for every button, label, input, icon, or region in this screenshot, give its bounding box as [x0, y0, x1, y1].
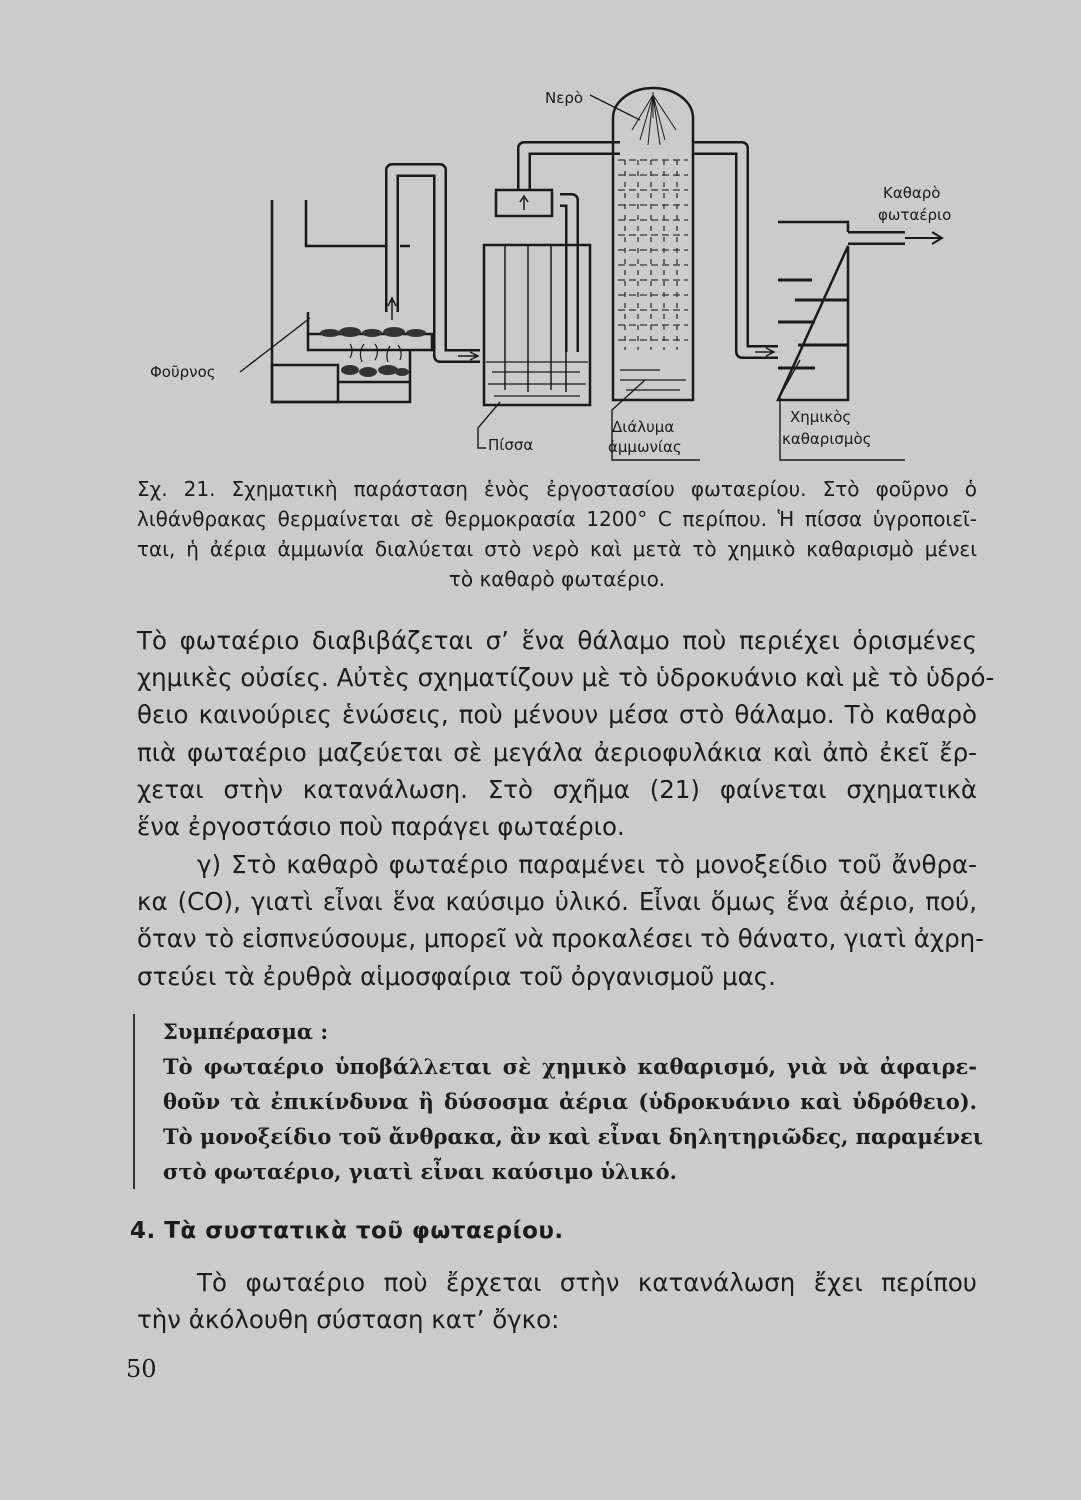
- caption-line: Σχ. 21. Σχηματικὴ παράσταση ἑνὸς ἐργοστασίου φωταερίου. Στὸ φοῦρνο ὁ: [137, 477, 977, 501]
- conclusion-line: Τὸ μονοξείδιο τοῦ ἄνθρακα, ἂν καὶ εἶναι δηλητηριῶδες, παραμένει: [163, 1124, 983, 1149]
- caption-line: ται, ἡ ἀέρια ἀμμωνία διαλύεται στὸ νερὸ καὶ μετὰ τὸ χημικὸ καθαρισμὸ μένει: [137, 537, 977, 561]
- label-ammonia: Διάλυμα: [612, 418, 675, 436]
- text-line: ἕνα ἐργοστάσιο ποὺ παράγει φωταέριο.: [137, 812, 625, 842]
- purifier-box: [778, 222, 848, 400]
- conclusion-line: Τὸ φωταέριο ὑποβάλλεται σὲ χημικὸ καθαρισμό, γιὰ νὰ ἀφαιρε-: [163, 1054, 977, 1079]
- text-line: ὅταν τὸ εἰσπνεύσουμε, μπορεῖ νὰ προκαλέσει τὸ θάνατο, γιατὶ ἀχρη-: [137, 924, 985, 954]
- text-line: Τὸ φωταέριο διαβιβάζεται σ’ ἕνα θάλαμο ποὺ περιέχει ὁρισμένες: [137, 626, 977, 655]
- label-chemical-2: καθαρισμὸς: [782, 430, 872, 448]
- label-water: Νερὸ: [545, 89, 584, 107]
- conclusion-line: θοῦν τὰ ἐπικίνδυνα ἢ δύσοσμα ἀέρια (ὑδροκυάνιο καὶ ὑδρόθειο).: [163, 1089, 977, 1114]
- section-heading: 4. Τὰ συστατικὰ τοῦ φωταερίου.: [130, 1218, 564, 1244]
- label-clean-gas-2: φωταέριο: [878, 206, 952, 224]
- text-line: θειο καινούριες ἑνώσεις, ποὺ μένουν μέσα στὸ θάλαμο. Τὸ καθαρὸ: [137, 700, 977, 730]
- paragraph-3: [137, 1264, 977, 1338]
- scrubber-column: [613, 88, 693, 400]
- text-line: τὴν ἀκόλουθη σύσταση κατ’ ὄγκο:: [137, 1305, 560, 1335]
- text-line: πιὰ φωταέριο μαζεύεται σὲ μεγάλα ἀεριοφυλάκια καὶ ἀπὸ ἐκεῖ ἔρ-: [137, 737, 977, 767]
- text-line: γ) Στὸ καθαρὸ φωταέριο παραμένει τὸ μονοξείδιο τοῦ ἄνθρα-: [197, 850, 977, 879]
- caption-line: λιθάνθρακας θερμαίνεται σὲ θερμοκρασία 1200° C περίπου. Ἡ πίσσα ὑγροποιεῖ-: [137, 507, 977, 531]
- label-clean-gas: Καθαρὸ: [883, 184, 941, 202]
- conclusion-box: [133, 1014, 983, 1189]
- conclusion-title: Συμπέρασμα :: [163, 1019, 329, 1044]
- column-packing: [618, 160, 688, 350]
- text-line: χημικὲς οὐσίες. Αὐτὲς σχηματίζουν μὲ τὸ ὑδροκυάνιο καὶ μὲ τὸ ὑδρό-: [137, 663, 995, 693]
- figure-caption: [137, 474, 977, 594]
- text-line: στεύει τὰ ἐρυθρὰ αἱμοσφαίρια τοῦ ὀργανισμοῦ μας.: [137, 961, 776, 991]
- label-chemical: Χημικὸς: [790, 408, 852, 426]
- conclusion-line: στὸ φωταέριο, γιατὶ εἶναι καύσιμο ὑλικό.: [163, 1159, 677, 1184]
- text-line: χεται στὴν κατανάλωση. Στὸ σχῆμα (21) φαίνεται σχηματικὰ: [137, 774, 977, 804]
- label-tar: Πίσσα: [488, 436, 534, 454]
- paragraph-2: [137, 846, 985, 995]
- text-line: Τὸ φωταέριο ποὺ ἔρχεται στὴν κατανάλωση ἔχει περίπου: [197, 1268, 977, 1297]
- caption-line: τὸ καθαρὸ φωταέριο.: [448, 567, 666, 591]
- label-ammonia-2: ἀμμωνίας: [608, 438, 682, 456]
- label-furnace: Φοῦρνος: [150, 363, 216, 381]
- page-number: 50: [126, 1355, 157, 1383]
- text-line: κα (CO), γιατὶ εἶναι ἕνα καύσιμο ὑλικό. Εἶναι ὅμως ἕνα ἀέριο, πού,: [137, 887, 977, 917]
- paragraph-1: [137, 622, 995, 845]
- gas-factory-diagram: [0, 0, 1081, 470]
